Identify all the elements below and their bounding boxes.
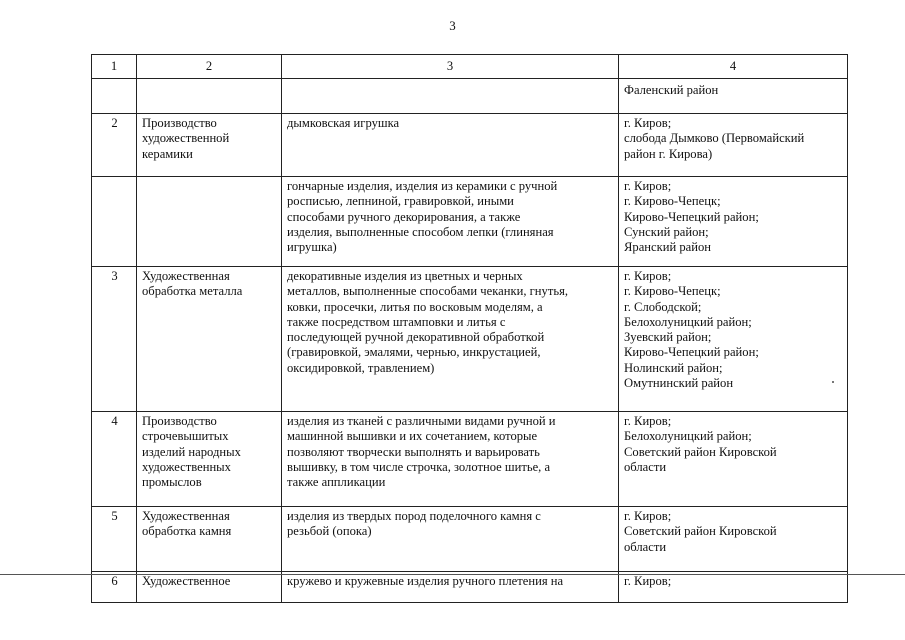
header-col-3: 3 — [282, 55, 619, 79]
text-line: промыслов — [142, 475, 202, 490]
text-line: области — [624, 539, 667, 554]
text-line: машинной вышивки и их сочетанием, которые — [287, 429, 538, 444]
text-line: оксидировкой, травлением) — [287, 360, 435, 375]
locations-cell — [619, 507, 848, 572]
text-line: Советский район Кировской — [624, 444, 777, 459]
craft-category-cell — [137, 267, 282, 412]
craft-items-cell — [282, 507, 619, 572]
craft-category-cell — [137, 79, 282, 114]
text-line: игрушка) — [287, 240, 337, 255]
table-row — [92, 507, 848, 572]
text-line: изделия из твердых пород поделочного камня с — [287, 509, 541, 523]
row-number-cell: 4 — [92, 412, 137, 507]
text-line: изделия, выполненные способом лепки (глиняная — [287, 224, 554, 239]
text-line: декоративные изделия из цветных и черных — [287, 269, 523, 283]
text-line: художественных — [142, 459, 231, 474]
text-line: Производство — [142, 116, 217, 130]
text-line: Белохолуницкий район; — [624, 314, 752, 329]
table-row — [92, 572, 848, 603]
header-row — [92, 55, 848, 79]
table-row — [92, 79, 848, 114]
text-line: изделия из тканей с различными видами ручной и — [287, 414, 556, 428]
craft-category-cell — [137, 412, 282, 507]
header-col-4: 4 — [619, 55, 848, 79]
table-row — [92, 267, 848, 412]
craft-items-cell — [282, 412, 619, 507]
text-line: ковки, просечки, литья по восковым моделям, а — [287, 299, 543, 314]
craft-items-cell — [282, 572, 619, 603]
text-line: Белохолуницкий район; — [624, 429, 752, 444]
text-line: строчевышитых — [142, 429, 229, 444]
row-number-cell: 2 — [92, 114, 137, 177]
text-line: гончарные изделия, изделия из керамики с ручной — [287, 179, 558, 193]
text-line: также посредством штамповки и литья с — [287, 314, 506, 329]
locations-cell — [619, 267, 848, 412]
text-line: обработка камня — [142, 524, 232, 539]
page-number: 3 — [449, 18, 456, 33]
locations-cell — [619, 412, 848, 507]
text-line: позволяют творчески выполнять и варьировать — [287, 444, 540, 459]
header-col-2: 2 — [137, 55, 282, 79]
text-line: г. Киров; — [624, 179, 672, 193]
text-line: области — [624, 459, 667, 474]
crafts-table — [91, 54, 848, 603]
text-line: росписью, лепниной, гравировкой, иными — [287, 194, 514, 209]
locations-cell — [619, 79, 848, 114]
text-line: дымковская игрушка — [287, 116, 400, 130]
text-line: г. Киров; — [624, 269, 672, 283]
text-line: г. Киров; — [624, 509, 672, 523]
text-line: г. Кирово-Чепецк; — [624, 194, 721, 209]
header-col-1: 1 — [92, 55, 137, 79]
text-line: Советский район Кировской — [624, 524, 777, 539]
text-line: художественной — [142, 131, 230, 146]
table-row — [92, 114, 848, 177]
craft-category-cell — [137, 114, 282, 177]
text-line: также аппликации — [287, 475, 386, 490]
craft-category-cell — [137, 177, 282, 267]
text-line: кружево и кружевные изделия ручного плетения на — [287, 574, 564, 588]
text-line: способами ручного декорирования, а также — [287, 209, 521, 224]
text-line: Кирово-Чепецкий район; — [624, 345, 759, 360]
text-line: вышивку, в том числе строчка, золотное шитье, а — [287, 459, 551, 474]
text-line: Зуевский район; — [624, 330, 712, 345]
text-line: район г. Кирова) — [624, 146, 713, 161]
text-line: г. Киров; — [624, 414, 672, 428]
row-number-cell: 3 — [92, 267, 137, 412]
text-line: г. Киров; — [624, 116, 672, 130]
text-line: слобода Дымково (Первомайский — [624, 131, 805, 146]
row-number-cell: 6 — [92, 572, 137, 603]
table-body — [92, 79, 848, 603]
craft-items-cell — [282, 114, 619, 177]
text-line: г. Кирово-Чепецк; — [624, 284, 721, 299]
text-line: Художественное — [142, 574, 231, 588]
text-line: обработка металла — [142, 284, 243, 299]
locations-cell — [619, 114, 848, 177]
craft-items-cell — [282, 267, 619, 412]
text-line: металлов, выполненные способами чеканки, гнутья, — [287, 284, 569, 299]
text-line: Яранский район — [624, 240, 712, 255]
craft-items-cell — [282, 177, 619, 267]
text-line: Художественная — [142, 509, 230, 523]
text-line: Художественная — [142, 269, 230, 283]
text-line: резьбой (опока) — [287, 524, 372, 539]
text-line: Кирово-Чепецкий район; — [624, 209, 759, 224]
locations-cell — [619, 177, 848, 267]
text-line: (гравировкой, эмалями, чернью, инкрустацией, — [287, 345, 541, 360]
table-row — [92, 177, 848, 267]
text-line: Омутнинский район — [624, 376, 734, 391]
text-line: последующей ручной декоративной обработкой — [287, 330, 545, 345]
row-number-cell — [92, 177, 137, 267]
text-line: керамики — [142, 146, 193, 161]
text-line: Производство — [142, 414, 217, 428]
text-line: Нолинский район; — [624, 360, 723, 375]
text-line: г. Слободской; — [624, 299, 702, 314]
table-row — [92, 412, 848, 507]
text-line: изделий народных — [142, 444, 241, 459]
text-line: Сунский район; — [624, 224, 709, 239]
craft-items-cell — [282, 79, 619, 114]
row-number-cell: 5 — [92, 507, 137, 572]
text-line: Фаленский район — [624, 83, 719, 97]
row-number-cell — [92, 79, 137, 114]
locations-cell — [619, 572, 848, 603]
craft-category-cell — [137, 507, 282, 572]
text-line: г. Киров; — [624, 574, 672, 588]
scan-speck — [832, 381, 834, 383]
craft-category-cell — [137, 572, 282, 603]
scan-edge-line — [0, 574, 905, 575]
